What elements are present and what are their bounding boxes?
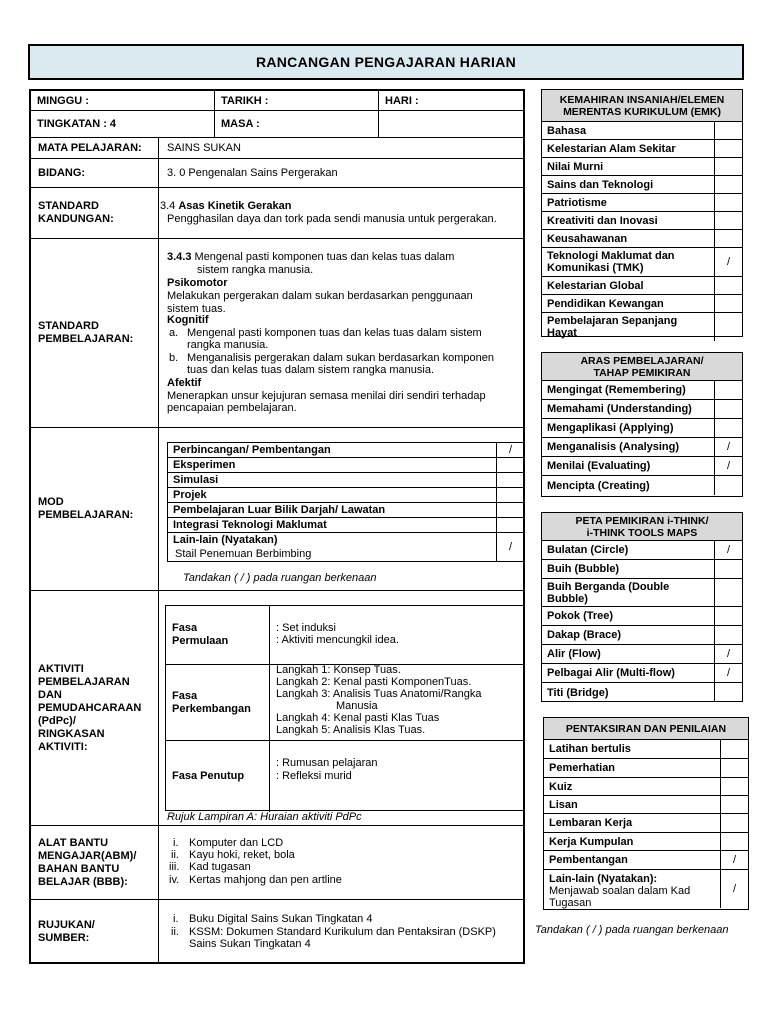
fasa-permulaan-row: Fasa Permulaan : Set induksi : Aktiviti mencungkil idea.	[166, 606, 524, 665]
mod-tick-box[interactable]	[496, 488, 524, 502]
aras-item: Menganalisis (Analysing) /	[542, 438, 742, 457]
mod-tick-box[interactable]	[496, 518, 524, 532]
ithink-item: Pokok (Tree)	[542, 607, 742, 626]
rujukan-value: i. Buku Digital Sains Sukan Tingkatan 4 ii. KSSM: Dokumen Standard Kurikulum dan Pentaksiran (DSKP) Sains Sukan Tingkatan 4	[171, 913, 496, 950]
fasa-permulaan-label: Fasa Permulaan	[166, 606, 270, 664]
emk-item: Keusahawanan	[542, 230, 742, 248]
ithink-tick-box[interactable]	[714, 607, 742, 625]
pentaksiran-item: Kerja Kumpulan	[544, 833, 748, 851]
bidang-label: BIDANG:	[31, 159, 159, 187]
aras-pembelajaran-panel	[541, 352, 743, 497]
mod-tick-box[interactable]: /	[496, 443, 524, 457]
emk-item: Patriotisme	[542, 194, 742, 212]
aktiviti-row	[31, 591, 523, 826]
aras-item: Memahami (Understanding)	[542, 400, 742, 419]
abm-label: ALAT BANTU MENGAJAR(ABM)/ BAHAN BANTU BELAJAR (BBB):	[31, 826, 159, 899]
pentaksiran-item: Pembentangan /	[544, 851, 748, 870]
pentaksiran-tick-box[interactable]: /	[720, 851, 748, 869]
emk-tick-box[interactable]	[714, 140, 742, 157]
fasa-penutup-row: Fasa Penutup : Rumusan pelajaran : Refleksi murid	[166, 741, 524, 812]
emk-tick-box[interactable]	[714, 295, 742, 312]
emk-tick-box[interactable]	[714, 176, 742, 193]
ithink-item: Buih (Bubble)	[542, 560, 742, 579]
rujukan-row	[31, 900, 523, 964]
ithink-item: Bulatan (Circle) /	[542, 541, 742, 560]
ithink-header: PETA PEMIKIRAN i-THINK/ i-THINK TOOLS MAPS	[542, 513, 742, 541]
pentaksiran-item: Kuiz	[544, 778, 748, 796]
ithink-panel	[541, 512, 743, 702]
standard-kandungan-value: 3.4 Asas Kinetik Gerakan Pengghasilan daya dan tork pada sendi manusia untuk pergerakan.	[160, 200, 497, 225]
ithink-tick-box[interactable]: /	[714, 541, 742, 559]
fasa-penutup-label: Fasa Penutup	[166, 741, 270, 812]
emk-tick-box[interactable]	[714, 313, 742, 341]
aras-tick-box[interactable]	[714, 381, 742, 399]
emk-tick-box[interactable]	[714, 212, 742, 229]
mata-pelajaran-label: MATA PELAJARAN:	[31, 138, 159, 158]
emk-item: Nilai Murni	[542, 158, 742, 176]
ithink-tick-box[interactable]	[714, 579, 742, 606]
pentaksiran-tick-box[interactable]	[720, 833, 748, 850]
ithink-tick-box[interactable]	[714, 626, 742, 644]
aras-item: Mengaplikasi (Applying)	[542, 419, 742, 438]
aras-item: Mencipta (Creating)	[542, 476, 742, 495]
rujukan-label: RUJUKAN/ SUMBER:	[31, 900, 159, 964]
mod-item: Simulasi	[168, 473, 524, 488]
pentaksiran-note: Tandakan ( / ) pada ruangan berkenaan	[535, 924, 729, 936]
pentaksiran-tick-box[interactable]	[720, 778, 748, 795]
mata-pelajaran-value: SAINS SUKAN	[167, 142, 241, 154]
mod-item: Integrasi Teknologi Maklumat	[168, 518, 524, 533]
emk-tick-box[interactable]: /	[714, 248, 742, 276]
emk-tick-box[interactable]	[714, 158, 742, 175]
tarikh-field[interactable]: TARIKH :	[215, 91, 379, 110]
mod-item: Eksperimen	[168, 458, 524, 473]
tingkatan-field[interactable]: TINGKATAN : 4	[31, 111, 215, 137]
ithink-item: Buih Berganda (Double Bubble)	[542, 579, 742, 607]
mod-checklist	[167, 442, 525, 562]
standard-kandungan-label: STANDARD KANDUNGAN:	[31, 188, 159, 238]
emk-item: Kreativiti dan Inovasi	[542, 212, 742, 230]
emk-panel	[541, 89, 743, 337]
ithink-item: Titi (Bridge)	[542, 683, 742, 702]
mod-note: Tandakan ( / ) pada ruangan berkenaan	[183, 572, 377, 584]
pentaksiran-tick-box[interactable]	[720, 814, 748, 832]
masa-value-field[interactable]	[379, 111, 523, 137]
emk-tick-box[interactable]	[714, 194, 742, 211]
emk-item: Bahasa	[542, 122, 742, 140]
mod-item: Projek	[168, 488, 524, 503]
emk-item: Pendidikan Kewangan	[542, 295, 742, 313]
mod-pembelajaran-row	[31, 428, 523, 591]
aras-item: Mengingat (Remembering)	[542, 381, 742, 400]
emk-item: Teknologi Maklumat dan Komunikasi (TMK) /	[542, 248, 742, 277]
mod-tick-box[interactable]	[496, 458, 524, 472]
emk-item: Sains dan Teknologi	[542, 176, 742, 194]
emk-item: Kelestarian Global	[542, 277, 742, 295]
ithink-tick-box[interactable]	[714, 683, 742, 702]
mata-pelajaran-row	[31, 138, 523, 159]
header-row-1	[31, 91, 523, 111]
bidang-value: 3. 0 Pengenalan Sains Pergerakan	[167, 167, 338, 179]
ithink-item: Dakap (Brace)	[542, 626, 742, 645]
mod-pembelajaran-label: MOD PEMBELAJARAN:	[31, 428, 159, 590]
mod-tick-box[interactable]	[496, 503, 524, 517]
pentaksiran-item: Lembaran Kerja	[544, 814, 748, 833]
header-row-2	[31, 111, 523, 138]
ithink-tick-box[interactable]: /	[714, 664, 742, 682]
standard-pembelajaran-value: 3.4.3 Mengenal pasti komponen tuas dan kelas tuas dalam sistem rangka manusia. Psikomotor Melakukan pergerakan dalam sukan berdasarkan penggunaan sistem tuas. Kognitif a. Mengenal pasti komponen tuas dan kelas tuas dalam sistem rangka manusia. b. Menganalisis pergerakan dalam sukan berdasarkan komponen tuas dan kelas tuas dalam sistem rangka manusia. Afektif Menerapkan unsur kejujuran semasa menilai diri sendiri terhadap pencapaian pembelajaran.	[167, 251, 494, 414]
standard-pembelajaran-label: STANDARD PEMBELAJARAN:	[31, 239, 159, 427]
aras-tick-box[interactable]: /	[714, 438, 742, 456]
emk-tick-box[interactable]	[714, 122, 742, 139]
ithink-item: Pelbagai Alir (Multi-flow) /	[542, 664, 742, 683]
hari-field[interactable]: HARI :	[385, 94, 419, 107]
aras-header: ARAS PEMBELAJARAN/ TAHAP PEMIKIRAN	[542, 353, 742, 381]
emk-tick-box[interactable]	[714, 277, 742, 294]
emk-item: Kelestarian Alam Sekitar	[542, 140, 742, 158]
mod-tick-box[interactable]	[496, 473, 524, 487]
standard-kandungan-row	[31, 188, 523, 239]
mod-item: Perbincangan/ Pembentangan /	[168, 443, 524, 458]
mod-item-lain: Lain-lain (Nyatakan) Stail Penemuan Berbimbing /	[168, 533, 524, 561]
fasa-perkembangan-label: Fasa Perkembangan	[166, 665, 270, 740]
mod-pembelajaran-value	[159, 428, 523, 590]
aras-tick-box[interactable]	[714, 419, 742, 437]
abm-row	[31, 826, 523, 900]
ithink-item: Alir (Flow) /	[542, 645, 742, 664]
abm-value: i. Komputer dan LCD ii. Kayu hoki, reket, bola iii. Kad tugasan iv. Kertas mahjong dan pen artline	[169, 837, 342, 886]
aras-tick-box[interactable]: /	[714, 457, 742, 475]
aras-tick-box[interactable]	[714, 476, 742, 495]
pentaksiran-item-lain: Lain-lain (Nyatakan): Menjawab soalan dalam Kad Tugasan /	[544, 870, 748, 908]
emk-header: KEMAHIRAN INSANIAH/ELEMEN MERENTAS KURIKULUM (EMK)	[542, 90, 742, 122]
pentaksiran-tick-box[interactable]	[720, 759, 748, 777]
aras-tick-box[interactable]	[714, 400, 742, 418]
bidang-row	[31, 159, 523, 188]
pentaksiran-tick-box[interactable]: /	[720, 870, 748, 908]
lesson-plan-table	[29, 89, 525, 964]
mod-item: Pembelajaran Luar Bilik Darjah/ Lawatan	[168, 503, 524, 518]
aras-item: Menilai (Evaluating) /	[542, 457, 742, 476]
pentaksiran-tick-box[interactable]	[720, 796, 748, 813]
ithink-tick-box[interactable]: /	[714, 645, 742, 663]
aktiviti-value	[159, 591, 523, 825]
minggu-field[interactable]: MINGGU :	[31, 91, 215, 110]
aktiviti-note: Rujuk Lampiran A: Huraian aktiviti PdPc	[167, 811, 362, 823]
fasa-perkembangan-row: Fasa Perkembangan Langkah 1: Konsep Tuas. Langkah 2: Kenal pasti KomponenTuas. Langkah 3: Analisis Tuas Anatomi/Rangka Manusia Langkah 4: Kenal pasti Klas Tuas Langkah 5: Analisis Klas Tuas.	[166, 665, 524, 741]
pentaksiran-item: Pemerhatian	[544, 759, 748, 778]
masa-field[interactable]: MASA :	[215, 111, 379, 137]
aktiviti-label: AKTIVITI PEMBELAJARAN DAN PEMUDAHCARAAN (PdPc)/ RINGKASAN AKTIVITI:	[31, 591, 159, 825]
emk-tick-box[interactable]	[714, 230, 742, 247]
pentaksiran-tick-box[interactable]	[720, 740, 748, 758]
aktiviti-table	[165, 605, 525, 811]
page-title: RANCANGAN PENGAJARAN HARIAN	[28, 44, 744, 80]
mod-tick-box[interactable]: /	[496, 533, 524, 561]
pentaksiran-item: Lisan	[544, 796, 748, 814]
pentaksiran-header: PENTAKSIRAN DAN PENILAIAN	[544, 718, 748, 740]
standard-pembelajaran-row	[31, 239, 523, 428]
ithink-tick-box[interactable]	[714, 560, 742, 578]
pentaksiran-panel	[543, 717, 749, 910]
emk-item: Pembelajaran Sepanjang Hayat	[542, 313, 742, 341]
pentaksiran-item: Latihan bertulis	[544, 740, 748, 759]
